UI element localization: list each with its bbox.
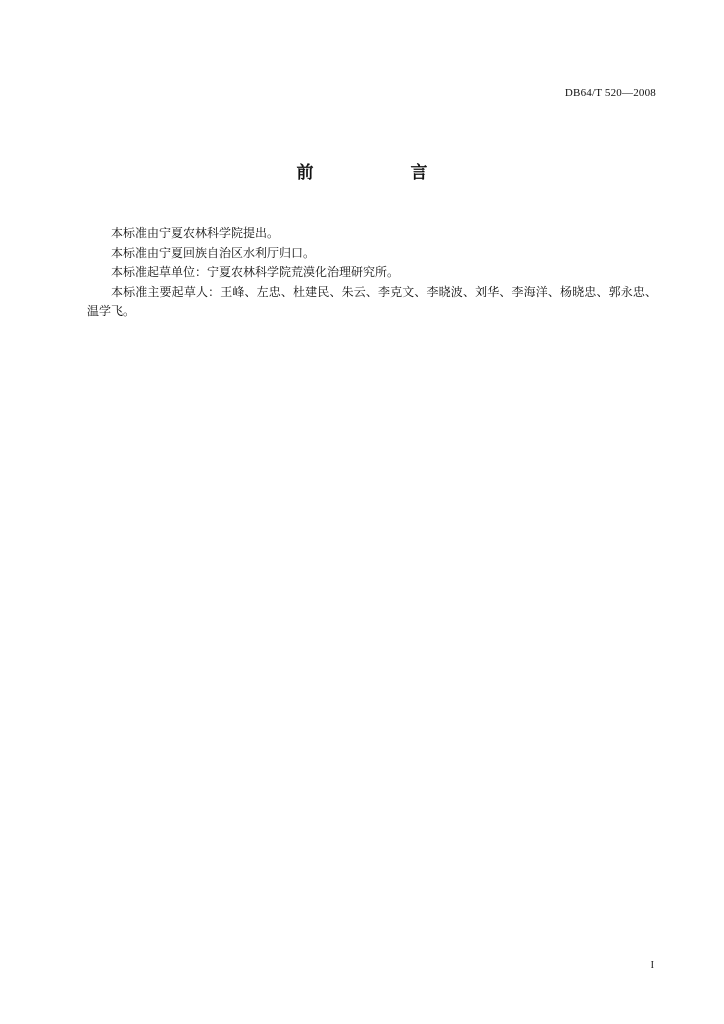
paragraph-drafting-unit: 本标准起草单位：宁夏农林科学院荒漠化治理研究所。 bbox=[111, 265, 400, 279]
page-title: 前 言 bbox=[296, 163, 468, 183]
paragraph-centralized-unit: 本标准由宁夏回族自治区水利厅归口。 bbox=[111, 245, 316, 260]
paragraph-drafters: 本标准主要起草人：王峰、左忠、杜建民、朱云、李克文、李晓波、刘华、李海洋、杨晓忠、郭永忠、温学飞。 bbox=[87, 284, 657, 318]
foreword-body bbox=[87, 224, 657, 322]
paragraph-proposer: 本标准由宁夏农林科学院提出。 bbox=[111, 226, 280, 240]
document-code: DB64/T 520—2008 bbox=[564, 87, 656, 99]
page-number: I bbox=[650, 960, 654, 971]
